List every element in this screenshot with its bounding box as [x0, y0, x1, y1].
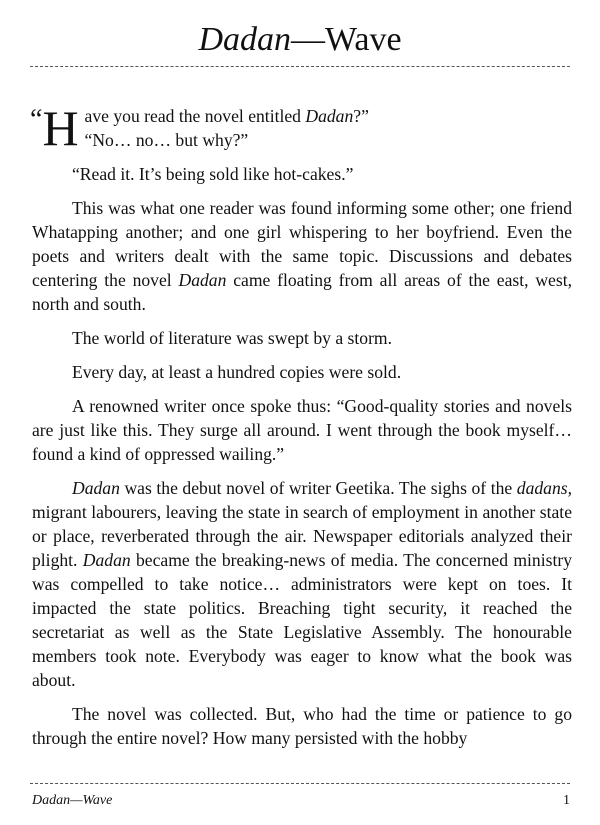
paragraph-7	[32, 476, 572, 692]
chapter-title-italic: Dadan	[198, 21, 291, 58]
chapter-title-rest: —Wave	[291, 21, 402, 58]
paragraph-1-reply: “No… no… but why?”	[84, 130, 249, 150]
chapter-title	[0, 20, 600, 60]
paragraph-3-a: This was what one reader was found informing some other; one friend Whatapping another; and one girl whispering to her boyfriend. Even the poets and writers dealt with the same topic. Discussions and debates centering the novel	[32, 198, 572, 290]
drop-cap-block	[30, 100, 79, 156]
paragraph-7-a: was the debut novel of writer Geetika. The sighs of the	[119, 478, 517, 498]
paragraph-7-b: migrant labourers, leaving the state in search of employment in another state or place, reverberated through the air. Newspaper editorials analyzed their plight.	[32, 502, 572, 570]
header-divider	[30, 66, 570, 67]
novel-title-ref: Dadan	[178, 270, 227, 290]
paragraph-8: The novel was collected. But, who had the time or patience to go through the entire novel? How many persisted with the hobby	[32, 704, 572, 748]
page-number: 1	[563, 793, 570, 808]
dadans-term: dadans,	[516, 478, 572, 498]
paragraph-1-text: ave you read the novel entitled	[84, 106, 306, 126]
paragraph-5: Every day, at least a hundred copies were sold.	[72, 362, 402, 382]
novel-title-ref: Dadan	[82, 550, 131, 570]
page-footer	[32, 792, 570, 810]
paragraph-3	[32, 196, 572, 316]
running-title: Dadan—Wave	[32, 793, 113, 808]
novel-title-ref: Dadan	[305, 106, 354, 126]
paragraph-7-c: became the breaking-news of media. The concerned ministry was compelled to take notice… administrators were kept on toes. It impacted the state politics. Breaching tight security, it reached the secretariat as well as the State Legislative Assembly. The honourable members took note. Everybody was eager to know what the book was about.	[32, 550, 572, 690]
paragraph-4: The world of literature was swept by a storm.	[72, 328, 393, 348]
paragraph-6: A renowned writer once spoke thus: “Good-quality stories and novels are just like this. They surge all around. I went through the book myself… found a kind of oppressed wailing.”	[32, 396, 572, 464]
footer-divider	[30, 783, 570, 784]
body-text	[30, 100, 573, 760]
paragraph-2: “Read it. It’s being sold like hot-cakes.”	[72, 164, 354, 184]
paragraph-1	[30, 100, 572, 156]
opening-quote-mark: “	[30, 104, 43, 135]
novel-title-ref: Dadan	[72, 478, 120, 498]
paragraph-1-end: ?”	[353, 106, 369, 126]
paragraph-3-b: came floating from all areas of the east, west, north and south.	[32, 270, 573, 314]
drop-cap-letter: H	[42, 100, 79, 156]
